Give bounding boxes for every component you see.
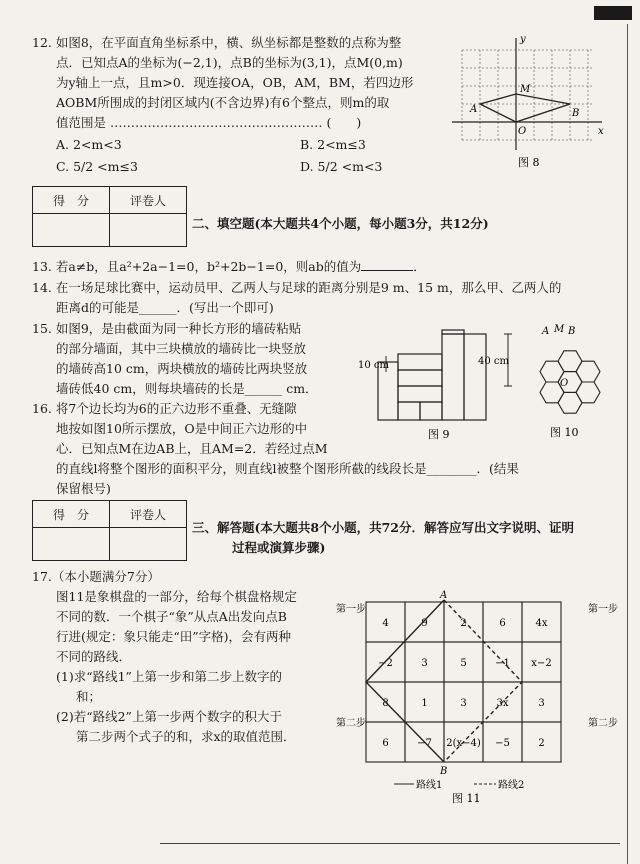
- fig9-caption: 图 9: [428, 428, 450, 441]
- fig11-step1-left: 第一步: [336, 604, 366, 615]
- board-cell-value: −7: [417, 738, 432, 749]
- fig8-label-x: x: [598, 126, 604, 137]
- score-box-2-cell: [33, 528, 110, 561]
- fig9-label-40cm: 40 cm: [478, 356, 509, 367]
- q12-option-d: D. 5/2 <m<3: [300, 159, 383, 174]
- q15-line-2: 的部分墙面，其中三块横放的墙砖比一块竖放: [56, 341, 307, 356]
- q17-line-8: (2)若“路线2”上第一步两个数字的积大于: [56, 709, 282, 724]
- q16-line-1: 16. 将7个边长均为6的正六边形不重叠、无缝隙: [32, 401, 297, 416]
- fig10-label-a: A: [542, 326, 550, 337]
- fig11-step1-right: 第一步: [588, 604, 618, 615]
- q17-line-9: 第二步两个式子的和，求x的取值范围．: [76, 729, 296, 744]
- fig10-label-o: O: [560, 378, 569, 389]
- figure-8: [452, 30, 612, 180]
- fig10-label-b: B: [568, 326, 576, 337]
- fig11-label-b: B: [440, 766, 448, 777]
- fig11-legend-2: 路线2: [498, 780, 525, 791]
- figure-9: [358, 330, 518, 440]
- score-box-2-col1: 得 分: [33, 501, 110, 528]
- score-box-1-col2: 评卷人: [110, 187, 187, 214]
- board-cell-value: −5: [495, 738, 510, 749]
- fig8-label-o: O: [518, 126, 527, 137]
- q12-line-3: 为y轴上一点，且m>0．现连接OA，OB，AM，BM，若四边形: [56, 75, 414, 90]
- hexagon: [576, 361, 600, 382]
- q12-option-a: A. 2<m<3: [56, 137, 122, 152]
- q12-option-b: B. 2<m≤3: [300, 137, 366, 152]
- figure-10: [520, 320, 620, 440]
- score-box-2-cell: [110, 528, 187, 561]
- board-cell-value: 3x: [496, 698, 509, 709]
- board-cell-value: 3: [460, 698, 467, 709]
- section-3-heading-1: 三、解答题(本大题共8个小题，共72分．解答应写出文字说明、证明: [192, 520, 575, 535]
- q13-stem: 13. 若a≠b，且a²+2a−1=0，b²+2b−1=0，则ab的值为: [32, 259, 362, 274]
- q12-line-2: 点．已知点A的坐标为(−2,1)，点B的坐标为(3,1)，点M(0,m): [56, 55, 403, 70]
- q14-line-2: 距离d的可能是______．(写出一个即可): [56, 300, 274, 315]
- fig8-label-y: y: [520, 34, 526, 45]
- q12-line-5: 值范围是 …………………………………………… ( ): [56, 115, 362, 130]
- score-box-2: [32, 500, 187, 561]
- fig11-legend-1: 路线1: [416, 780, 443, 791]
- q16-line-4: 的直线l将整个图形的面积平分，则直线l被整个图形所截的线段长是________．(结果: [56, 461, 519, 476]
- board-cell-value: 4x: [535, 618, 548, 629]
- fig11-caption: 图 11: [452, 792, 481, 805]
- board-cell-value: 2(x−4): [446, 738, 481, 749]
- q16-line-3: 心．已知点M在边AB上，且AM=2．若经过点M: [56, 441, 328, 456]
- board-cell-value: 3: [538, 698, 545, 709]
- figure-11: [334, 590, 618, 805]
- q16-line-2: 地按如图10所示摆放，O是中间正六边形的中: [56, 421, 308, 436]
- board-cell-value: 6: [382, 738, 389, 749]
- q13-text: 13. 若a≠b，且a²+2a−1=0，b²+2b−1=0，则ab的值为 ．: [32, 259, 426, 274]
- score-box-1-cell: [33, 214, 110, 247]
- q13-blank: [361, 258, 413, 271]
- fig10-label-m: M: [554, 324, 565, 335]
- fig8-caption: 图 8: [518, 156, 540, 169]
- q12-line-4: AOBM所围成的封闭区域内(不含边界)有6个整点，则m的取: [56, 95, 390, 110]
- board-cell-value: 4: [382, 618, 389, 629]
- q17-line-1: 17.（本小题满分7分）: [32, 569, 160, 584]
- board-cell-value: 8: [382, 698, 389, 709]
- q14-line-1: 14. 在一场足球比赛中，运动员甲、乙两人与足球的距离分别是9 m、15 m，那么甲、乙两人的: [32, 280, 562, 295]
- fig11-step2-right: 第二步: [588, 718, 618, 729]
- page-margin-line: [627, 24, 628, 864]
- fig11-label-a: A: [440, 590, 448, 601]
- score-box-1: [32, 186, 187, 247]
- q17-line-7: 和；: [76, 689, 102, 704]
- q12-line-1: 12. 如图8，在平面直角坐标系中，横、纵坐标都是整数的点称为整: [32, 35, 402, 50]
- score-box-2-col2: 评卷人: [110, 501, 187, 528]
- q17-line-3: 不同的数．一个棋子“象”从点A出发向点B: [56, 609, 287, 624]
- board-cell-value: x−2: [531, 658, 552, 669]
- section-2-heading: 二、填空题(本大题共4个小题，每小题3分，共12分): [192, 216, 489, 231]
- fig8-label-m: M: [520, 84, 531, 95]
- q17-line-6: (1)求“路线1”上第一步和第二步上数字的: [56, 669, 282, 684]
- board-cell-value: 6: [499, 618, 506, 629]
- fig8-label-b: B: [572, 108, 580, 119]
- score-box-1-col1: 得 分: [33, 187, 110, 214]
- board-cell-value: 2: [538, 738, 545, 749]
- q17-line-5: 不同的路线．: [56, 649, 132, 664]
- corner-tab: [594, 6, 632, 20]
- fig10-caption: 图 10: [550, 426, 579, 439]
- board-cell-value: −1: [495, 658, 510, 669]
- q15-line-4: 墙砖低40 cm，则每块墙砖的长是______ cm．: [56, 381, 318, 396]
- fig8-label-a: A: [470, 104, 478, 115]
- board-cell-value: 9: [421, 618, 428, 629]
- fig11-step2-left: 第二步: [336, 718, 366, 729]
- q15-line-3: 的墙砖高10 cm，两块横放的墙砖比两块竖放: [56, 361, 308, 376]
- board-cell-value: 3: [421, 658, 428, 669]
- board-cell-value: −2: [378, 658, 393, 669]
- board-cell-value: 1: [421, 698, 428, 709]
- bottom-rule: [160, 843, 620, 844]
- q17-line-2: 图11是象棋盘的一部分，给每个棋盘格规定: [56, 589, 297, 604]
- board-cell-value: 5: [460, 658, 467, 669]
- q16-line-5: 保留根号): [56, 481, 111, 496]
- score-box-1-cell: [110, 214, 187, 247]
- q12-option-c: C. 5/2 <m≤3: [56, 159, 138, 174]
- board-cell-value: 2: [460, 618, 467, 629]
- section-3-heading-2: 过程或演算步骤): [232, 540, 326, 555]
- q17-line-4: 行进(规定：象只能走“田”字格)，会有两种: [56, 629, 292, 644]
- q15-line-1: 15. 如图9，是由截面为同一种长方形的墙砖粘贴: [32, 321, 302, 336]
- fig9-label-10cm: 10 cm: [358, 360, 389, 371]
- hexagon: [576, 382, 600, 403]
